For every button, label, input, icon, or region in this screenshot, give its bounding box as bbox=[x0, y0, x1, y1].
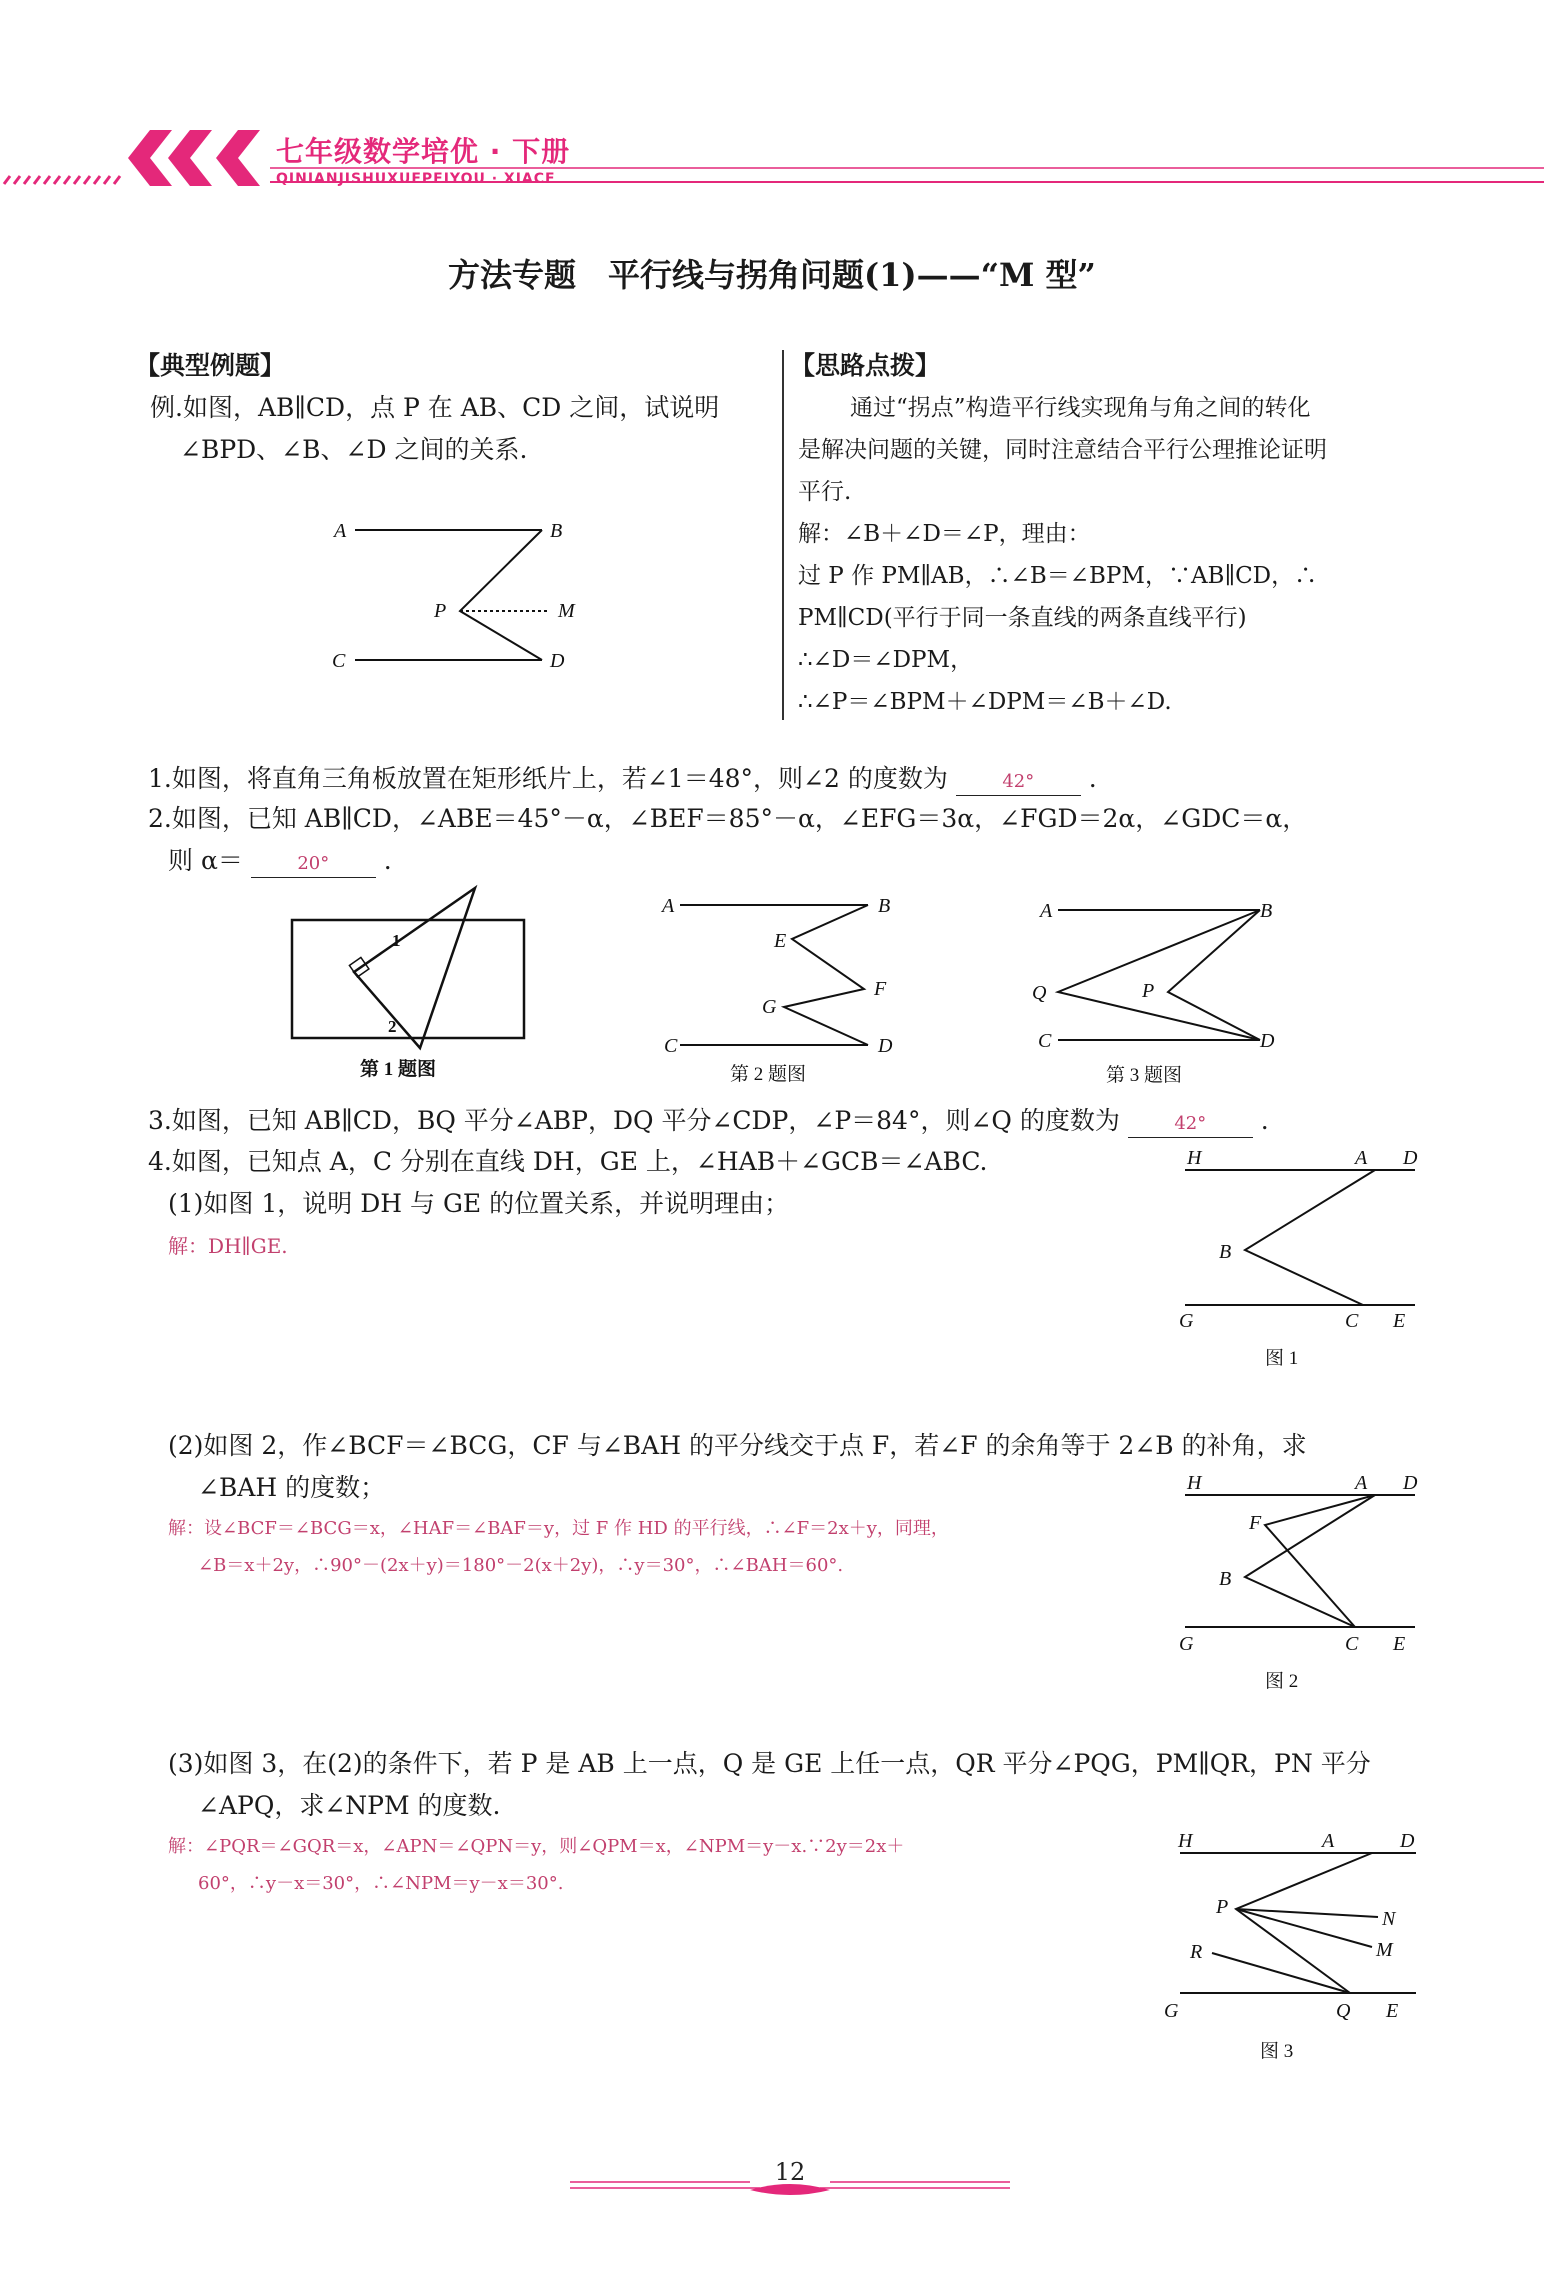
fig3-B: B bbox=[1260, 900, 1273, 922]
label-C: C bbox=[332, 650, 346, 672]
fig4-2-D: D bbox=[1403, 1472, 1418, 1494]
fig4-1-A: A bbox=[1355, 1147, 1368, 1169]
fig4-3-A: A bbox=[1322, 1830, 1335, 1852]
q4-part-1-answer: 解：DH∥GE. bbox=[168, 1234, 288, 1258]
fig2-F: F bbox=[874, 978, 887, 1000]
fig4-3-P: P bbox=[1216, 1896, 1229, 1918]
fig4-3-Q: Q bbox=[1336, 2000, 1351, 2022]
fig4-2-caption: 图 2 bbox=[1265, 1671, 1299, 1692]
page-number: 12 bbox=[774, 2158, 806, 2186]
hint-line-4: 解：∠B＋∠D＝∠P，理由： bbox=[798, 521, 1091, 547]
label-M: M bbox=[558, 600, 575, 622]
q4-part-2-line-2: ∠BAH 的度数； bbox=[198, 1473, 386, 1502]
q3-text: 3.如图，已知 AB∥CD，BQ 平分∠ABP，DQ 平分∠CDP，∠P＝84°，则∠Q 的度数为 bbox=[148, 1106, 1120, 1135]
hint-line-5: 过 P 作 PM∥AB，∴∠B＝∠BPM，∵AB∥CD，∴ bbox=[798, 563, 1318, 589]
fig4-2-F: F bbox=[1249, 1512, 1262, 1534]
label-P: P bbox=[434, 600, 447, 622]
question-2: 2.如图，已知 AB∥CD，∠ABE＝45°－α，∠BEF＝85°－α，∠EFG＝3α，∠FGD＝2α，∠GDC＝α， bbox=[148, 804, 1308, 833]
q4-part-2-answer-1: 解：设∠BCF＝∠BCG＝x，∠HAF＝∠BAF＝y，过 F 作 HD 的平行线，∴∠F＝2x＋y，同理， bbox=[168, 1518, 949, 1539]
fig2-G: G bbox=[762, 996, 777, 1018]
hint-line-1: 通过“拐点”构造平行线实现角与角之间的转化 bbox=[850, 395, 1311, 421]
fig4-3-G: G bbox=[1164, 2000, 1179, 2022]
q2-figure bbox=[650, 885, 910, 1085]
hint-line-3: 平行. bbox=[798, 479, 852, 505]
q4-figure-2 bbox=[1175, 1465, 1445, 1705]
fig1-caption: 第 1 题图 bbox=[360, 1059, 437, 1080]
fig3-C: C bbox=[1038, 1030, 1052, 1052]
fig3-D: D bbox=[1260, 1030, 1275, 1052]
fig4-2-G: G bbox=[1179, 1633, 1194, 1655]
fig4-3-D: D bbox=[1400, 1830, 1415, 1852]
fig4-3-M: M bbox=[1376, 1939, 1393, 1961]
fig4-3-E: E bbox=[1386, 2000, 1399, 2022]
fig2-B: B bbox=[878, 895, 891, 917]
fig2-C: C bbox=[664, 1035, 678, 1057]
q3-figure bbox=[1020, 890, 1310, 1090]
fig4-2-A: A bbox=[1355, 1472, 1368, 1494]
fig1-angle-1: 1 bbox=[392, 931, 401, 950]
example-line-2: ∠BPD、∠B、∠D 之间的关系. bbox=[180, 435, 528, 464]
question-2-line-2 bbox=[168, 840, 392, 882]
fig4-2-H: H bbox=[1187, 1472, 1202, 1494]
fig4-3-N: N bbox=[1382, 1908, 1396, 1930]
q4-part-2-answer-2: ∠B＝x＋2y，∴90°－(2x＋y)＝180°－2(x＋2y)，∴y＝30°，∴∠BAH＝60°. bbox=[198, 1555, 844, 1576]
q1-figure bbox=[280, 880, 540, 1080]
fig2-A: A bbox=[662, 895, 675, 917]
hint-line-7: ∴∠D＝∠DPM， bbox=[798, 647, 974, 673]
fig2-E: E bbox=[774, 930, 787, 952]
fig4-2-E: E bbox=[1393, 1633, 1406, 1655]
fig4-1-caption: 图 1 bbox=[1265, 1348, 1299, 1369]
fig4-1-H: H bbox=[1187, 1147, 1202, 1169]
fig4-2-B: B bbox=[1219, 1568, 1232, 1590]
q1-end: . bbox=[1088, 764, 1097, 793]
fig4-1-B: B bbox=[1219, 1241, 1232, 1263]
q2-line2: 则 α＝ bbox=[168, 846, 243, 875]
question-1 bbox=[148, 758, 1097, 800]
fig3-P: P bbox=[1142, 980, 1155, 1002]
fig1-angle-2: 2 bbox=[388, 1017, 397, 1036]
header-title: 七年级数学培优 · 下册 bbox=[276, 135, 571, 168]
q1-text: 1.如图，将直角三角板放置在矩形纸片上，若∠1＝48°，则∠2 的度数为 bbox=[148, 764, 948, 793]
label-B: B bbox=[550, 520, 563, 542]
fig2-caption: 第 2 题图 bbox=[730, 1064, 807, 1085]
header-logo-chevrons bbox=[0, 118, 1544, 198]
q4-part-1: (1)如图 1，说明 DH 与 GE 的位置关系，并说明理由； bbox=[168, 1189, 790, 1218]
label-A: A bbox=[334, 520, 347, 542]
fig4-3-H: H bbox=[1178, 1830, 1193, 1852]
header-band bbox=[0, 118, 1544, 198]
fig4-3-R: R bbox=[1190, 1941, 1203, 1963]
hint-heading: 【思路点拨】 bbox=[790, 351, 941, 380]
page-title: 方法专题 平行线与拐角问题(1)——“M 型” bbox=[448, 256, 1096, 294]
fig3-A: A bbox=[1040, 900, 1053, 922]
label-D: D bbox=[550, 650, 565, 672]
q2-end: . bbox=[383, 846, 392, 875]
fig4-2-C: C bbox=[1345, 1633, 1359, 1655]
q4-part-3-answer-2: 60°，∴y－x＝30°，∴∠NPM＝y－x＝30°. bbox=[198, 1873, 564, 1894]
hint-line-6: PM∥CD(平行于同一条直线的两条直线平行) bbox=[798, 605, 1247, 631]
fig3-Q: Q bbox=[1032, 982, 1047, 1004]
hint-line-8: ∴∠P＝∠BPM＋∠DPM＝∠B＋∠D. bbox=[798, 689, 1172, 715]
column-divider bbox=[782, 350, 784, 720]
q4-figure-1 bbox=[1175, 1140, 1445, 1380]
question-4: 4.如图，已知点 A，C 分别在直线 DH，GE 上，∠HAB＋∠GCB＝∠ABC. bbox=[148, 1147, 988, 1176]
question-3 bbox=[148, 1100, 1269, 1142]
example-heading: 【典型例题】 bbox=[135, 351, 286, 380]
fig2-D: D bbox=[878, 1035, 893, 1057]
q3-answer-blank[interactable]: 42° bbox=[1128, 1111, 1253, 1138]
fig4-1-G: G bbox=[1179, 1310, 1194, 1332]
q3-end: . bbox=[1260, 1106, 1269, 1135]
example-figure bbox=[320, 505, 600, 675]
fig4-1-E: E bbox=[1393, 1310, 1406, 1332]
q1-answer-blank[interactable]: 42° bbox=[956, 769, 1081, 796]
fig4-1-C: C bbox=[1345, 1310, 1359, 1332]
hint-line-2: 是解决问题的关键，同时注意结合平行公理推论证明 bbox=[798, 437, 1327, 463]
fig3-caption: 第 3 题图 bbox=[1106, 1065, 1183, 1086]
fig4-3-caption: 图 3 bbox=[1260, 2041, 1294, 2062]
q4-part-3-answer-1: 解：∠PQR＝∠GQR＝x，∠APN＝∠QPN＝y，则∠QPM＝x，∠NPM＝y－x.∵2y＝2x＋ bbox=[168, 1836, 905, 1857]
example-line-1: 例.如图，AB∥CD，点 P 在 AB、CD 之间，试说明 bbox=[150, 393, 720, 422]
fig4-1-D: D bbox=[1403, 1147, 1418, 1169]
header-pinyin: QINIANJISHUXUEPEIYOU · XIACE bbox=[276, 171, 556, 187]
q4-part-3-line-2: ∠APQ，求∠NPM 的度数. bbox=[198, 1791, 501, 1820]
q4-figure-3 bbox=[1160, 1825, 1450, 2065]
q4-part-3-line-1: (3)如图 3，在(2)的条件下，若 P 是 AB 上一点，Q 是 GE 上任一点，QR 平分∠PQG，PM∥QR，PN 平分 bbox=[168, 1749, 1371, 1778]
q2-answer-blank[interactable]: 20° bbox=[251, 851, 376, 878]
q4-part-2-line-1: (2)如图 2，作∠BCF＝∠BCG，CF 与∠BAH 的平分线交于点 F，若∠F 的余角等于 2∠B 的补角，求 bbox=[168, 1431, 1307, 1460]
